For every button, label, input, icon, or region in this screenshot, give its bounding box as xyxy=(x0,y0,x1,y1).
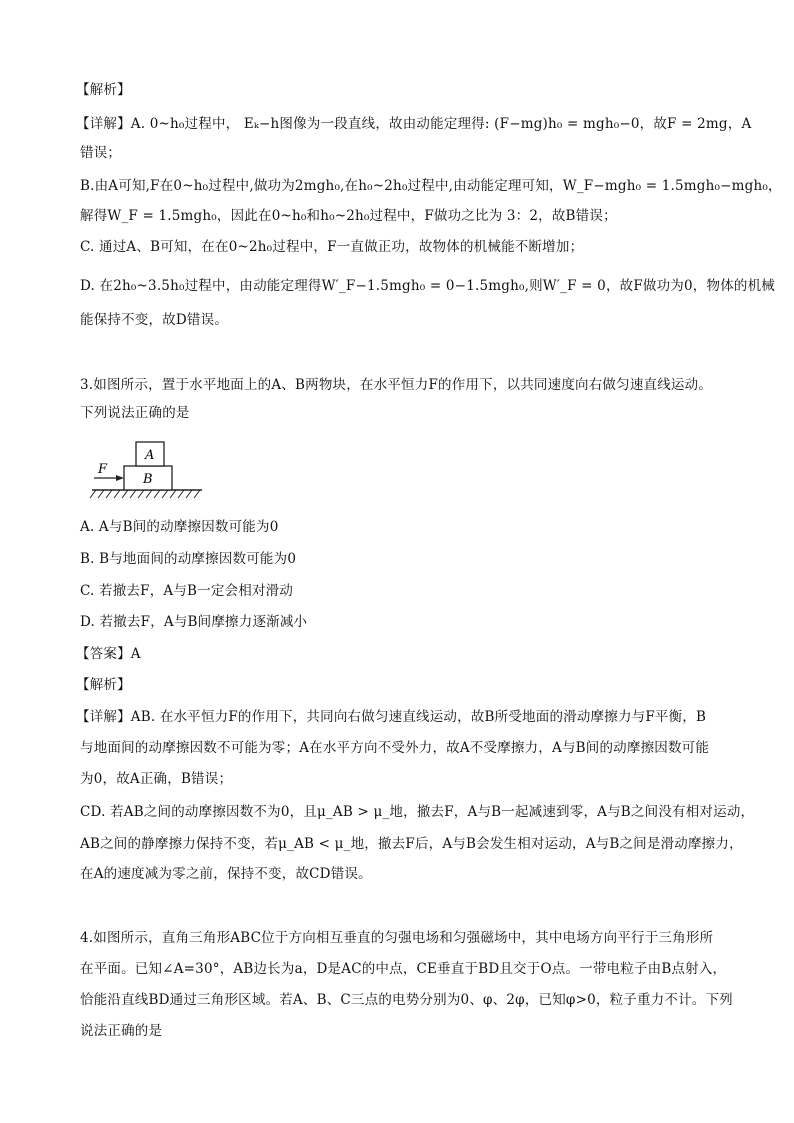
label-f: F xyxy=(98,462,108,477)
question-3-stem: 下列说法正确的是 xyxy=(80,405,190,421)
text-line: 【详解】A. 0~h₀过程中， Eₖ−h图像为一段直线，故由动能定理得: (F−mg)h₀ = mgh₀−0，故F = 2mg，A xyxy=(76,116,752,132)
blocks-diagram xyxy=(86,436,206,508)
answer-line: 【答案】A xyxy=(76,646,141,662)
analysis-heading: 【解析】 xyxy=(76,677,131,693)
question-3-stem: 3.如图所示，置于水平地面上的A、B两物块，在水平恒力F的作用下，以共同速度向右做匀速直线运动。 xyxy=(80,377,713,393)
option-a: A. A与B间的动摩擦因数可能为0 xyxy=(80,519,279,535)
question-4-stem: 在平面。已知∠A=30°，AB边长为a，D是AC的中点，CE垂直于BD且交于O点。一带电粒子由B点射入， xyxy=(80,961,727,977)
text-line: 解得W_F = 1.5mgh₀，因此在0~h₀和h₀~2h₀过程中，F做功之比为 3：2，故B错误； xyxy=(80,208,617,224)
text-line: 能保持不变，故D错误。 xyxy=(80,312,229,328)
option-d: D. 若撤去F，A与B间摩擦力逐渐减小 xyxy=(80,614,308,630)
text-line: 与地面间的动摩擦因数不可能为零；A在水平方向不受外力，故A不受摩擦力，A与B间的动摩擦因数可能 xyxy=(80,740,710,756)
text-line: 错误； xyxy=(80,145,122,161)
text-line: C. 通过A、B可知，在在0~2h₀过程中，F一直做正功，故物体的机械能不断增加； xyxy=(80,239,584,255)
text-line: 【详解】AB. 在水平恒力F的作用下，共同向右做匀速直线运动，故B所受地面的滑动摩擦力与F平衡，B xyxy=(76,709,707,725)
text-line: CD. 若AB之间的动摩擦因数不为0，且μ_AB > μ_地，撤去F，A与B一起减速到零，A与B之间没有相对运动， xyxy=(80,804,755,820)
text-line: D. 在2h₀~3.5h₀过程中，由动能定理得W′_F−1.5mgh₀ = 0−1.5mgh₀,则W′_F = 0，故F做功为0，物体的机械 xyxy=(80,278,775,294)
question-4-stem: 说法正确的是 xyxy=(80,1023,163,1039)
label-a: A xyxy=(145,448,155,463)
text-line: 为0，故A正确，B错误； xyxy=(80,771,233,787)
question-4-stem: 恰能沿直线BD通过三角形区域。若A、B、C三点的电势分别为0、φ、2φ，已知φ>0，粒子重力不计。下列 xyxy=(80,992,733,1008)
question-4-stem: 4.如图所示，直角三角形ABC位于方向相互垂直的匀强电场和匀强磁场中，其中电场方向平行于三角形所 xyxy=(80,930,714,946)
option-c: C. 若撤去F，A与B一定会相对滑动 xyxy=(80,583,294,599)
text-line: B.由A可知,F在0~h₀过程中,做功为2mgh₀,在h₀~2h₀过程中,由动能定理可知，W_F−mgh₀ = 1.5mgh₀−mgh₀， xyxy=(80,178,782,194)
text-line: AB之间的静摩擦力保持不变，若μ_AB < μ_地，撤去F后，A与B会发生相对运动，A与B之间是滑动摩擦力， xyxy=(80,836,743,852)
label-b: B xyxy=(143,472,153,487)
option-b: B. B与地面间的动摩擦因数可能为0 xyxy=(80,551,297,567)
text-line: 在A的速度减为零之前，保持不变，故CD错误。 xyxy=(80,866,372,882)
analysis-heading: 【解析】 xyxy=(76,82,131,98)
